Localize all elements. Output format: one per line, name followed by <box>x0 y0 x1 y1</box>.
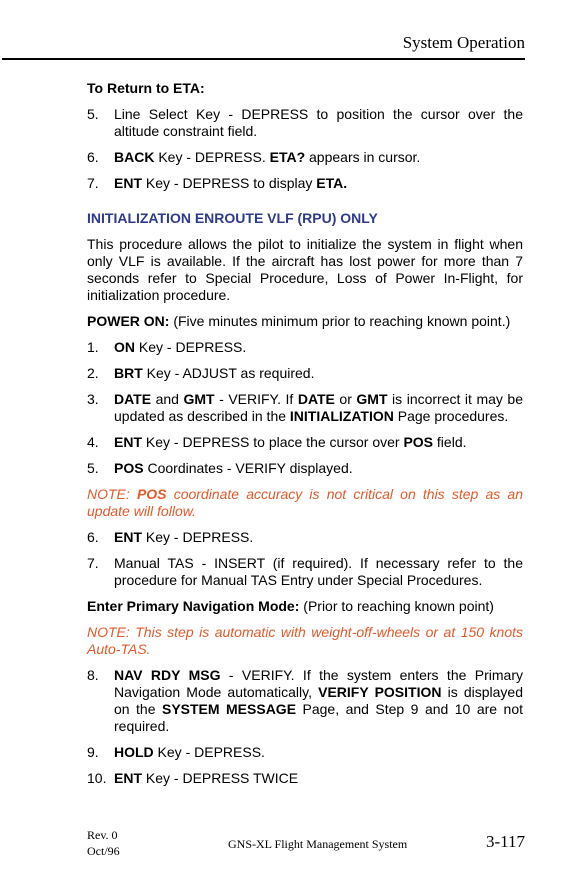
init-step-3 <box>87 391 523 425</box>
step-text-part: is incorrect it may be updated as described in the <box>114 391 523 424</box>
page-content <box>87 80 523 796</box>
step-number: 6. <box>87 529 99 545</box>
init-step-1 <box>87 339 523 356</box>
step-text-part: - VERIFY. If <box>214 391 298 407</box>
step-number: 7. <box>87 175 99 191</box>
field-name: POS <box>114 460 144 476</box>
page-name: SYSTEM MESSAGE <box>161 701 297 717</box>
field-name: GMT <box>183 391 215 407</box>
step-number: 1. <box>87 339 99 355</box>
step-text <box>114 175 523 192</box>
page-name: INITIALIZATION <box>289 408 394 424</box>
footer-revision <box>87 827 120 859</box>
message-name: VERIFY POSITION <box>318 684 442 700</box>
step-text-part: and <box>151 391 184 407</box>
step-text-part: Key - DEPRESS. <box>135 339 247 355</box>
step-number: 2. <box>87 365 99 381</box>
step-text-part: Key - ADJUST as required. <box>142 365 315 381</box>
step-text <box>114 667 523 735</box>
nav-mode-line <box>87 598 523 615</box>
step-text-part: Coordinates - VERIFY displayed. <box>143 460 353 476</box>
step-text-part: Page, and Step 9 and 10 are not required. <box>114 701 523 734</box>
step-text-part: - VERIFY. If the system enters the Primary Navigation Mode automatically, <box>114 667 523 700</box>
key-name: ENT <box>114 770 142 786</box>
step-text <box>114 149 523 166</box>
step-text <box>114 460 523 477</box>
key-name: ENT <box>114 434 142 450</box>
step-text <box>114 529 523 546</box>
init-heading: INITIALIZATION ENROUTE VLF (RPU) ONLY <box>87 210 378 226</box>
cursor-text: ETA? <box>269 149 306 165</box>
step-number: 7. <box>87 555 99 571</box>
init-step-5 <box>87 460 523 477</box>
step-text-part: Key - DEPRESS. <box>142 529 254 545</box>
note-field-name: POS <box>136 486 167 502</box>
step-number: 6. <box>87 149 99 165</box>
key-name: BRT <box>114 365 143 381</box>
eta-step-6 <box>87 149 523 166</box>
eta-heading: To Return to ETA: <box>87 80 205 96</box>
display-text: ETA. <box>316 175 348 191</box>
note-prefix: NOTE: <box>87 486 137 502</box>
nav-mode-text: (Prior to reaching known point) <box>299 598 494 614</box>
step-text-part: Key - DEPRESS to place the cursor over <box>142 434 404 450</box>
init-step-8 <box>87 667 523 735</box>
step-text-part: Key - DEPRESS TWICE <box>142 770 299 786</box>
note-pos-accuracy <box>87 486 523 520</box>
step-text-part: Page procedures. <box>393 408 509 424</box>
init-step-10 <box>87 770 523 787</box>
step-text <box>114 434 523 451</box>
power-on-label: POWER ON: <box>87 313 170 329</box>
footer-rev: Rev. 0 <box>87 828 118 842</box>
note-text: coordinate accuracy is not critical on this step as an update will follow. <box>87 486 524 519</box>
step-text <box>114 744 523 761</box>
field-name: DATE <box>114 391 152 407</box>
page-header-title: System Operation <box>402 33 525 52</box>
step-text: Manual TAS - INSERT (if required). If necessary refer to the procedure for Manual TAS Entry under Special Procedures. <box>114 555 523 588</box>
page-number: 3-117 <box>485 832 525 851</box>
init-step-9 <box>87 744 523 761</box>
step-text-part: field. <box>433 434 467 450</box>
step-number: 4. <box>87 434 99 450</box>
step-number: 8. <box>87 667 99 683</box>
step-text <box>114 365 523 382</box>
step-text: Line Select Key - DEPRESS to position the cursor over the altitude constraint field. <box>114 106 523 139</box>
step-number: 3. <box>87 391 99 407</box>
step-number: 10. <box>87 770 107 786</box>
message-name: NAV RDY MSG <box>114 667 221 683</box>
key-name: ON <box>114 339 135 355</box>
footer-manual-title: GNS-XL Flight Management System <box>228 837 408 851</box>
field-name: GMT <box>356 391 388 407</box>
header-rule <box>2 58 525 60</box>
init-intro: This procedure allows the pilot to initialize the system in flight when only VLF is available. If the aircraft has lost power for more than 7 seconds refer to Special Procedure, Loss of Power In-Flight, for initialization procedure. <box>87 236 523 303</box>
step-text-part: Key - DEPRESS to display <box>142 175 317 191</box>
power-on-line <box>87 313 523 330</box>
init-step-4 <box>87 434 523 451</box>
step-text-part: is displayed on the <box>114 684 523 717</box>
step-text-part: Key - DEPRESS. <box>154 149 270 165</box>
eta-step-5 <box>87 106 523 140</box>
step-text <box>114 339 523 356</box>
field-name: DATE <box>297 391 335 407</box>
eta-step-7 <box>87 175 523 192</box>
init-step-2 <box>87 365 523 382</box>
note-auto-tas: NOTE: This step is automatic with weight-off-wheels or at 150 knots Auto-TAS. <box>87 624 523 657</box>
step-number: 9. <box>87 744 99 760</box>
step-text-part: appears in cursor. <box>305 149 421 165</box>
field-name: POS <box>403 434 434 450</box>
key-name: ENT <box>114 529 142 545</box>
init-step-6 <box>87 529 523 546</box>
init-step-7 <box>87 555 523 589</box>
key-name: BACK <box>114 149 155 165</box>
step-text <box>114 391 523 425</box>
nav-mode-label: Enter Primary Navigation Mode: <box>87 598 300 614</box>
footer-date: Oct/96 <box>87 844 120 858</box>
step-number: 5. <box>87 106 99 122</box>
power-on-text: (Five minutes minimum prior to reaching known point.) <box>169 313 511 329</box>
step-text-part: or <box>334 391 357 407</box>
step-text-part: Key - DEPRESS. <box>153 744 265 760</box>
step-number: 5. <box>87 460 99 476</box>
key-name: ENT <box>114 175 142 191</box>
step-text <box>114 770 523 787</box>
key-name: HOLD <box>114 744 154 760</box>
